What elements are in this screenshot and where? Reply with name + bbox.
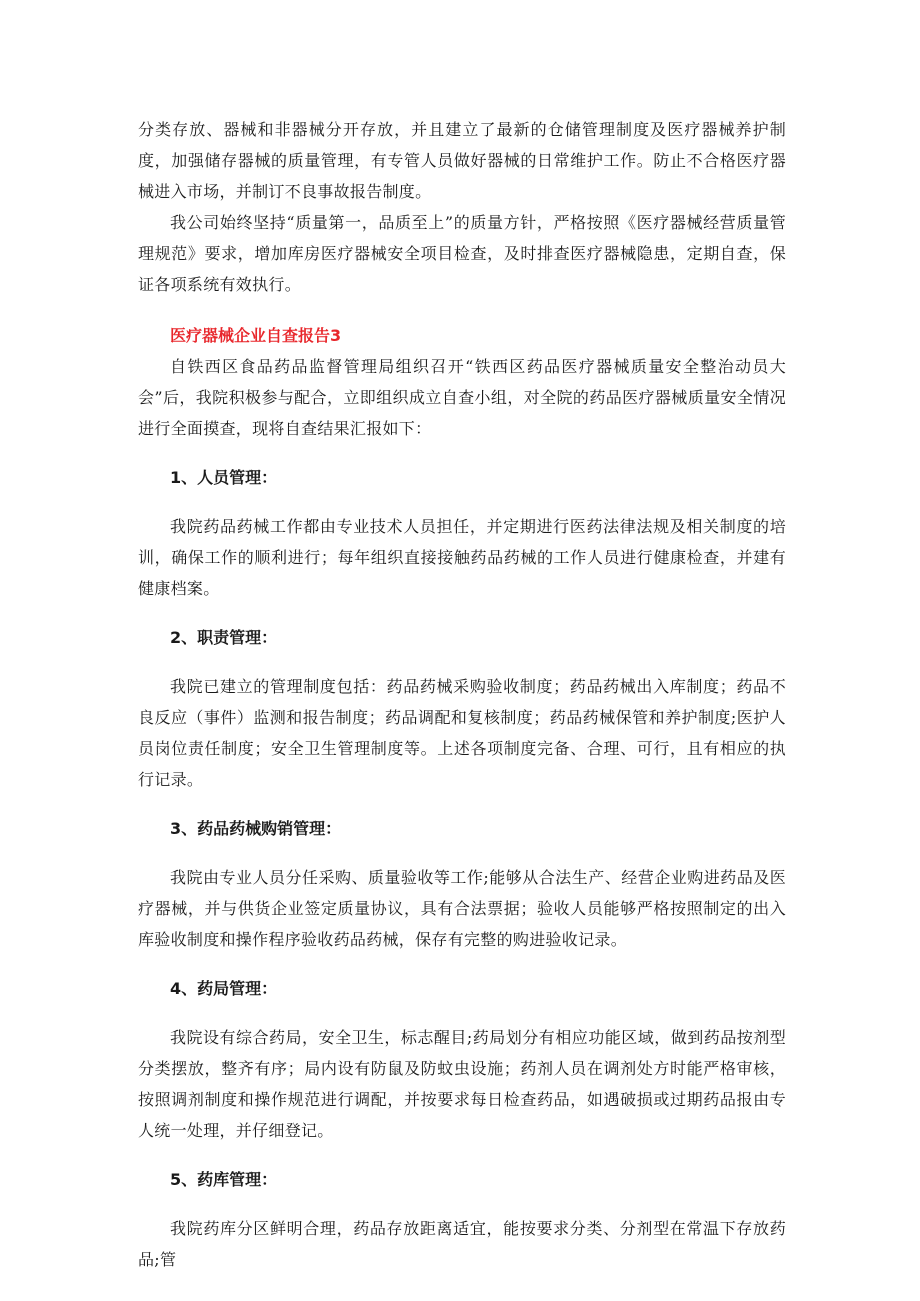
section-heading-personnel: 1、人员管理： (170, 468, 278, 487)
section-heading-purchasing: 3、药品药械购销管理： (170, 819, 342, 838)
section-body-pharmacy: 我院设有综合药局，安全卫生，标志醒目;药局划分有相应功能区域，做到药品按剂型分类摆放，整齐有序；局内设有防鼠及防蚊虫设施；药剂人员在调剂处方时能严格审核，按照调剂制度和操作规范进行调配，并按要求每日检查药品，如遇破损或过期药品报由专人统一处理，并仔细登记。 (138, 1028, 786, 1140)
section-body-storage: 我院药库分区鲜明合理，药品存放距离适宜，能按要求分类、分剂型在常温下存放药品;管 (138, 1219, 786, 1269)
document-page (138, 114, 786, 1275)
intro-paragraph: 分类存放、器械和非器械分开存放，并且建立了最新的仓储管理制度及医疗器械养护制度，加强储存器械的质量管理，有专管人员做好器械的日常维护工作。防止不合格医疗器械进入市场，并制订不良事故报告制度。 (138, 120, 786, 201)
section-heading-duties: 2、职责管理： (170, 628, 278, 647)
report-intro-paragraph: 自铁西区食品药品监督管理局组织召开“铁西区药品医疗器械质量安全整治动员大会”后，我院积极参与配合，立即组织成立自查小组，对全院的药品医疗器械质量安全情况进行全面摸查，现将自查结果汇报如下： (138, 357, 786, 438)
section-body-duties: 我院已建立的管理制度包括：药品药械采购验收制度；药品药械出入库制度；药品不良反应（事件）监测和报告制度；药品调配和复核制度；药品药械保管和养护制度;医护人员岗位责任制度；安全卫生管理制度等。上述各项制度完备、合理、可行，且有相应的执行记录。 (138, 677, 786, 789)
section-heading-pharmacy: 4、药局管理： (170, 979, 278, 998)
section-heading-storage: 5、药库管理： (170, 1170, 278, 1189)
report-title: 医疗器械企业自查报告3 (170, 326, 342, 345)
section-body-purchasing: 我院由专业人员分任采购、质量验收等工作;能够从合法生产、经营企业购进药品及医疗器械，并与供货企业签定质量协议，具有合法票据；验收人员能够严格按照制定的出入库验收制度和操作程序验收药品药械，保存有完整的购进验收记录。 (138, 868, 786, 949)
policy-paragraph: 我公司始终坚持“质量第一，品质至上”的质量方针，严格按照《医疗器械经营质量管理规范》要求，增加库房医疗器械安全项目检查，及时排查医疗器械隐患，定期自查，保证各项系统有效执行。 (138, 213, 786, 294)
section-body-personnel: 我院药品药械工作都由专业技术人员担任，并定期进行医药法律法规及相关制度的培训，确保工作的顺利进行；每年组织直接接触药品药械的工作人员进行健康检查，并建有健康档案。 (138, 517, 786, 598)
